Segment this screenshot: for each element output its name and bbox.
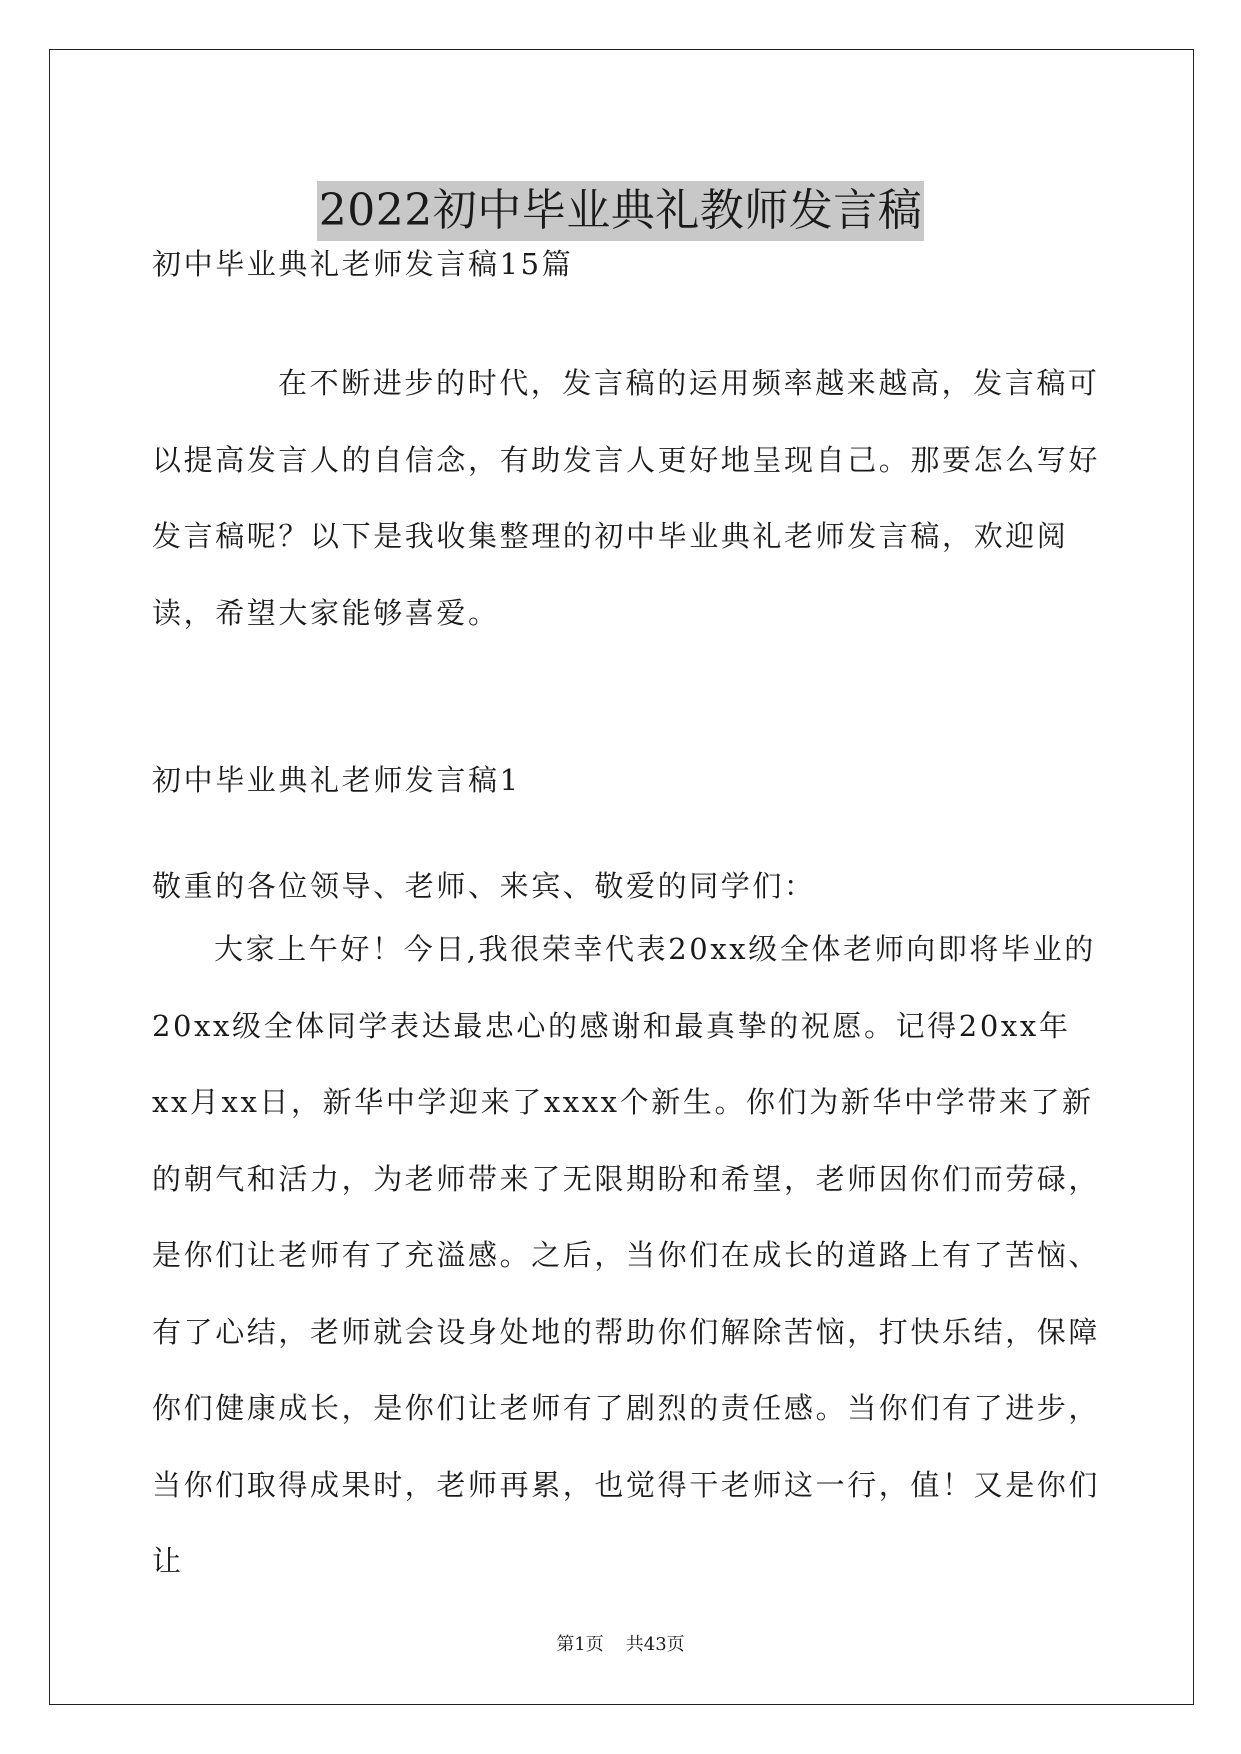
greeting-line: 敬重的各位领导、老师、来宾、敬爱的同学们： (152, 869, 816, 903)
body-paragraph: 大家上午好！今日,我很荣幸代表20xx级全体老师向即将毕业的20xx级全体同学表达最忠心的感谢和最真挚的祝愿。记得20xx年xx月xx日，新华中学迎来了xxxx个新生。你们为新华中学带来了新的朝气和活力，为老师带来了无限期盼和希望，老师因你们而劳碌，是你们让老师有了充溢感。之后，当你们在成长的道路上有了苦恼、有了心结，老师就会设身处地的帮助你们解除苦恼，打快乐结，保障你们健康成长，是你们让老师有了剧烈的责任感。当你们有了进步，当你们取得成果时，老师再累，也觉得干老师这一行，值！又是你们让 (152, 932, 1101, 1578)
page-number: 第1页 (556, 1634, 604, 1655)
total-pages: 共43页 (625, 1634, 685, 1655)
page-footer (0, 1633, 1241, 1657)
document-subtitle: 初中毕业典礼老师发言稿15篇 (152, 247, 574, 281)
section-title: 初中毕业典礼老师发言稿1 (152, 763, 521, 797)
intro-paragraph: 在不断进步的时代，发言稿的运用频率越来越高，发言稿可以提高发言人的自信念，有助发言人更好地呈现自己。那要怎么写好发言稿呢？以下是我收集整理的初中毕业典礼老师发言稿，欢迎阅读，希望大家能够喜爱。 (152, 366, 1101, 630)
document-title: 2022初中毕业典礼教师发言稿 (317, 181, 924, 241)
